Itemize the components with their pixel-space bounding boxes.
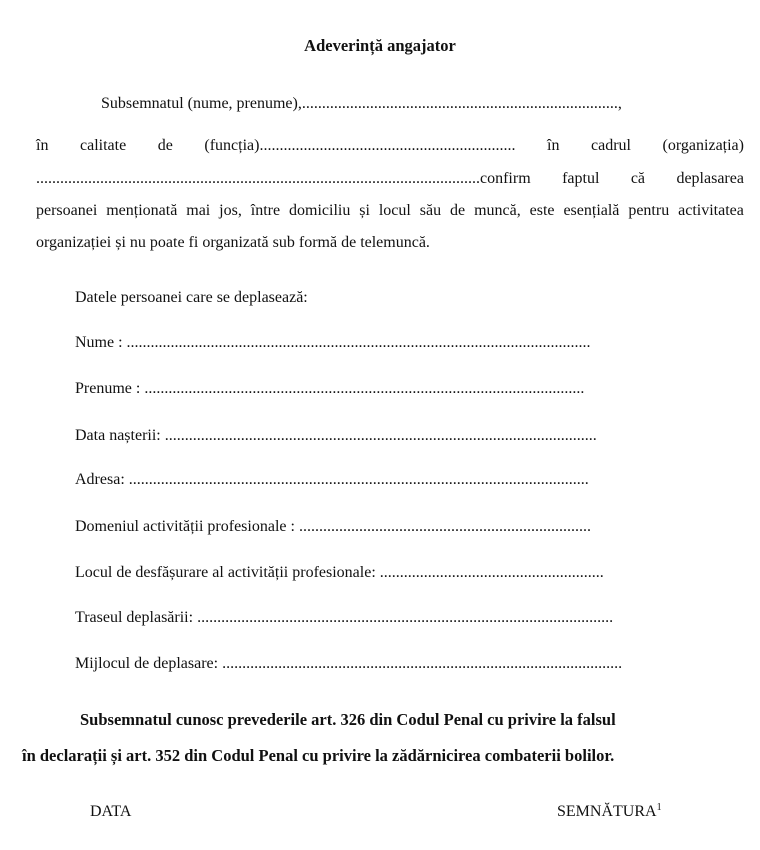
- field-data-nasterii[interactable]: [75, 427, 597, 445]
- field-label: Data nașterii:: [75, 427, 161, 444]
- signature-text: SEMNĂTURA: [557, 803, 657, 820]
- paragraph-word: de: [450, 202, 466, 219]
- paragraph-word: cadrul: [591, 137, 631, 154]
- declaration-line-1: Subsemnatul cunosc prevederile art. 326 din Codul Penal cu privire la falsul: [80, 710, 616, 729]
- paragraph-word: (funcția)................................................................: [204, 137, 516, 154]
- footnote-marker: 1: [656, 802, 662, 813]
- paragraph-word: esențială: [563, 202, 620, 219]
- field-label: Nume :: [75, 334, 123, 351]
- field-label: Mijlocul de deplasare:: [75, 655, 219, 672]
- paragraph-word: locul: [378, 202, 411, 219]
- paragraph-word: calitate: [80, 137, 127, 154]
- paragraph-word: său: [419, 202, 442, 219]
- field-fill-line[interactable]: ....................................................................................................: [222, 655, 623, 672]
- paragraph-word: menționată: [106, 202, 178, 219]
- field-adresa[interactable]: [75, 471, 589, 489]
- paragraph-word: domiciliu: [289, 202, 351, 219]
- intro-line: Subsemnatul (nume, prenume),...............................................................................,: [101, 95, 622, 112]
- field-label: Traseul deplasării:: [75, 609, 194, 626]
- paragraph-word: mai: [186, 202, 211, 219]
- paragraph-line-1: [36, 137, 744, 155]
- field-fill-line[interactable]: ........................................................................................................: [197, 609, 614, 626]
- field-fill-line[interactable]: ........................................................: [379, 564, 604, 581]
- paragraph-word: în: [547, 137, 560, 154]
- field-nume[interactable]: [75, 334, 591, 352]
- field-label: Domeniul activității profesionale :: [75, 518, 295, 535]
- paragraph-word: pentru: [628, 202, 670, 219]
- field-traseul-deplasarii[interactable]: [75, 609, 613, 627]
- field-fill-line[interactable]: ....................................................................................................................: [126, 334, 591, 351]
- paragraph-word: activitatea: [678, 202, 744, 219]
- paragraph-word: persoanei: [36, 202, 98, 219]
- paragraph-word: de: [157, 137, 173, 154]
- field-fill-line[interactable]: ...................................................................................................................: [128, 471, 589, 488]
- field-mijlocul-deplasare[interactable]: [75, 655, 622, 673]
- paragraph-word: și: [359, 202, 370, 219]
- field-domeniul-activitatii[interactable]: [75, 518, 591, 536]
- paragraph-line-2: [36, 170, 744, 188]
- field-prenume[interactable]: [75, 380, 584, 398]
- field-label: Locul de desfășurare al activității profesionale:: [75, 564, 376, 581]
- paragraph-word: ...............................................................................................................confirm: [36, 170, 531, 187]
- field-locul-desfasurare[interactable]: [75, 564, 604, 582]
- paragraph-word: între: [250, 202, 281, 219]
- signature-label: [557, 803, 662, 821]
- field-fill-line[interactable]: .........................................................................: [298, 518, 591, 535]
- paragraph-word: muncă,: [474, 202, 521, 219]
- fields-intro: Datele persoanei care se deplasează:: [75, 289, 308, 306]
- field-label: Adresa:: [75, 471, 125, 488]
- field-fill-line[interactable]: ..............................................................................................................: [144, 380, 585, 397]
- paragraph-word: faptul: [562, 170, 600, 187]
- declaration-line-2: în declarații și art. 352 din Codul Penal cu privire la zădărnicirea combaterii bolilor.: [22, 746, 615, 765]
- paragraph-word: jos,: [219, 202, 242, 219]
- paragraph-word: în: [36, 137, 49, 154]
- paragraph-word: deplasarea: [676, 170, 744, 187]
- paragraph-word: este: [529, 202, 555, 219]
- date-label: DATA: [90, 803, 132, 820]
- paragraph-word: că: [630, 170, 646, 187]
- document-title: Adeverință angajator: [304, 36, 456, 55]
- paragraph-line-3: [36, 202, 744, 220]
- paragraph-line-4: organizației și nu poate fi organizată sub formă de telemuncă.: [36, 234, 430, 251]
- field-fill-line[interactable]: ............................................................................................................: [164, 427, 597, 444]
- paragraph-word: (organizația): [662, 137, 744, 154]
- field-label: Prenume :: [75, 380, 141, 397]
